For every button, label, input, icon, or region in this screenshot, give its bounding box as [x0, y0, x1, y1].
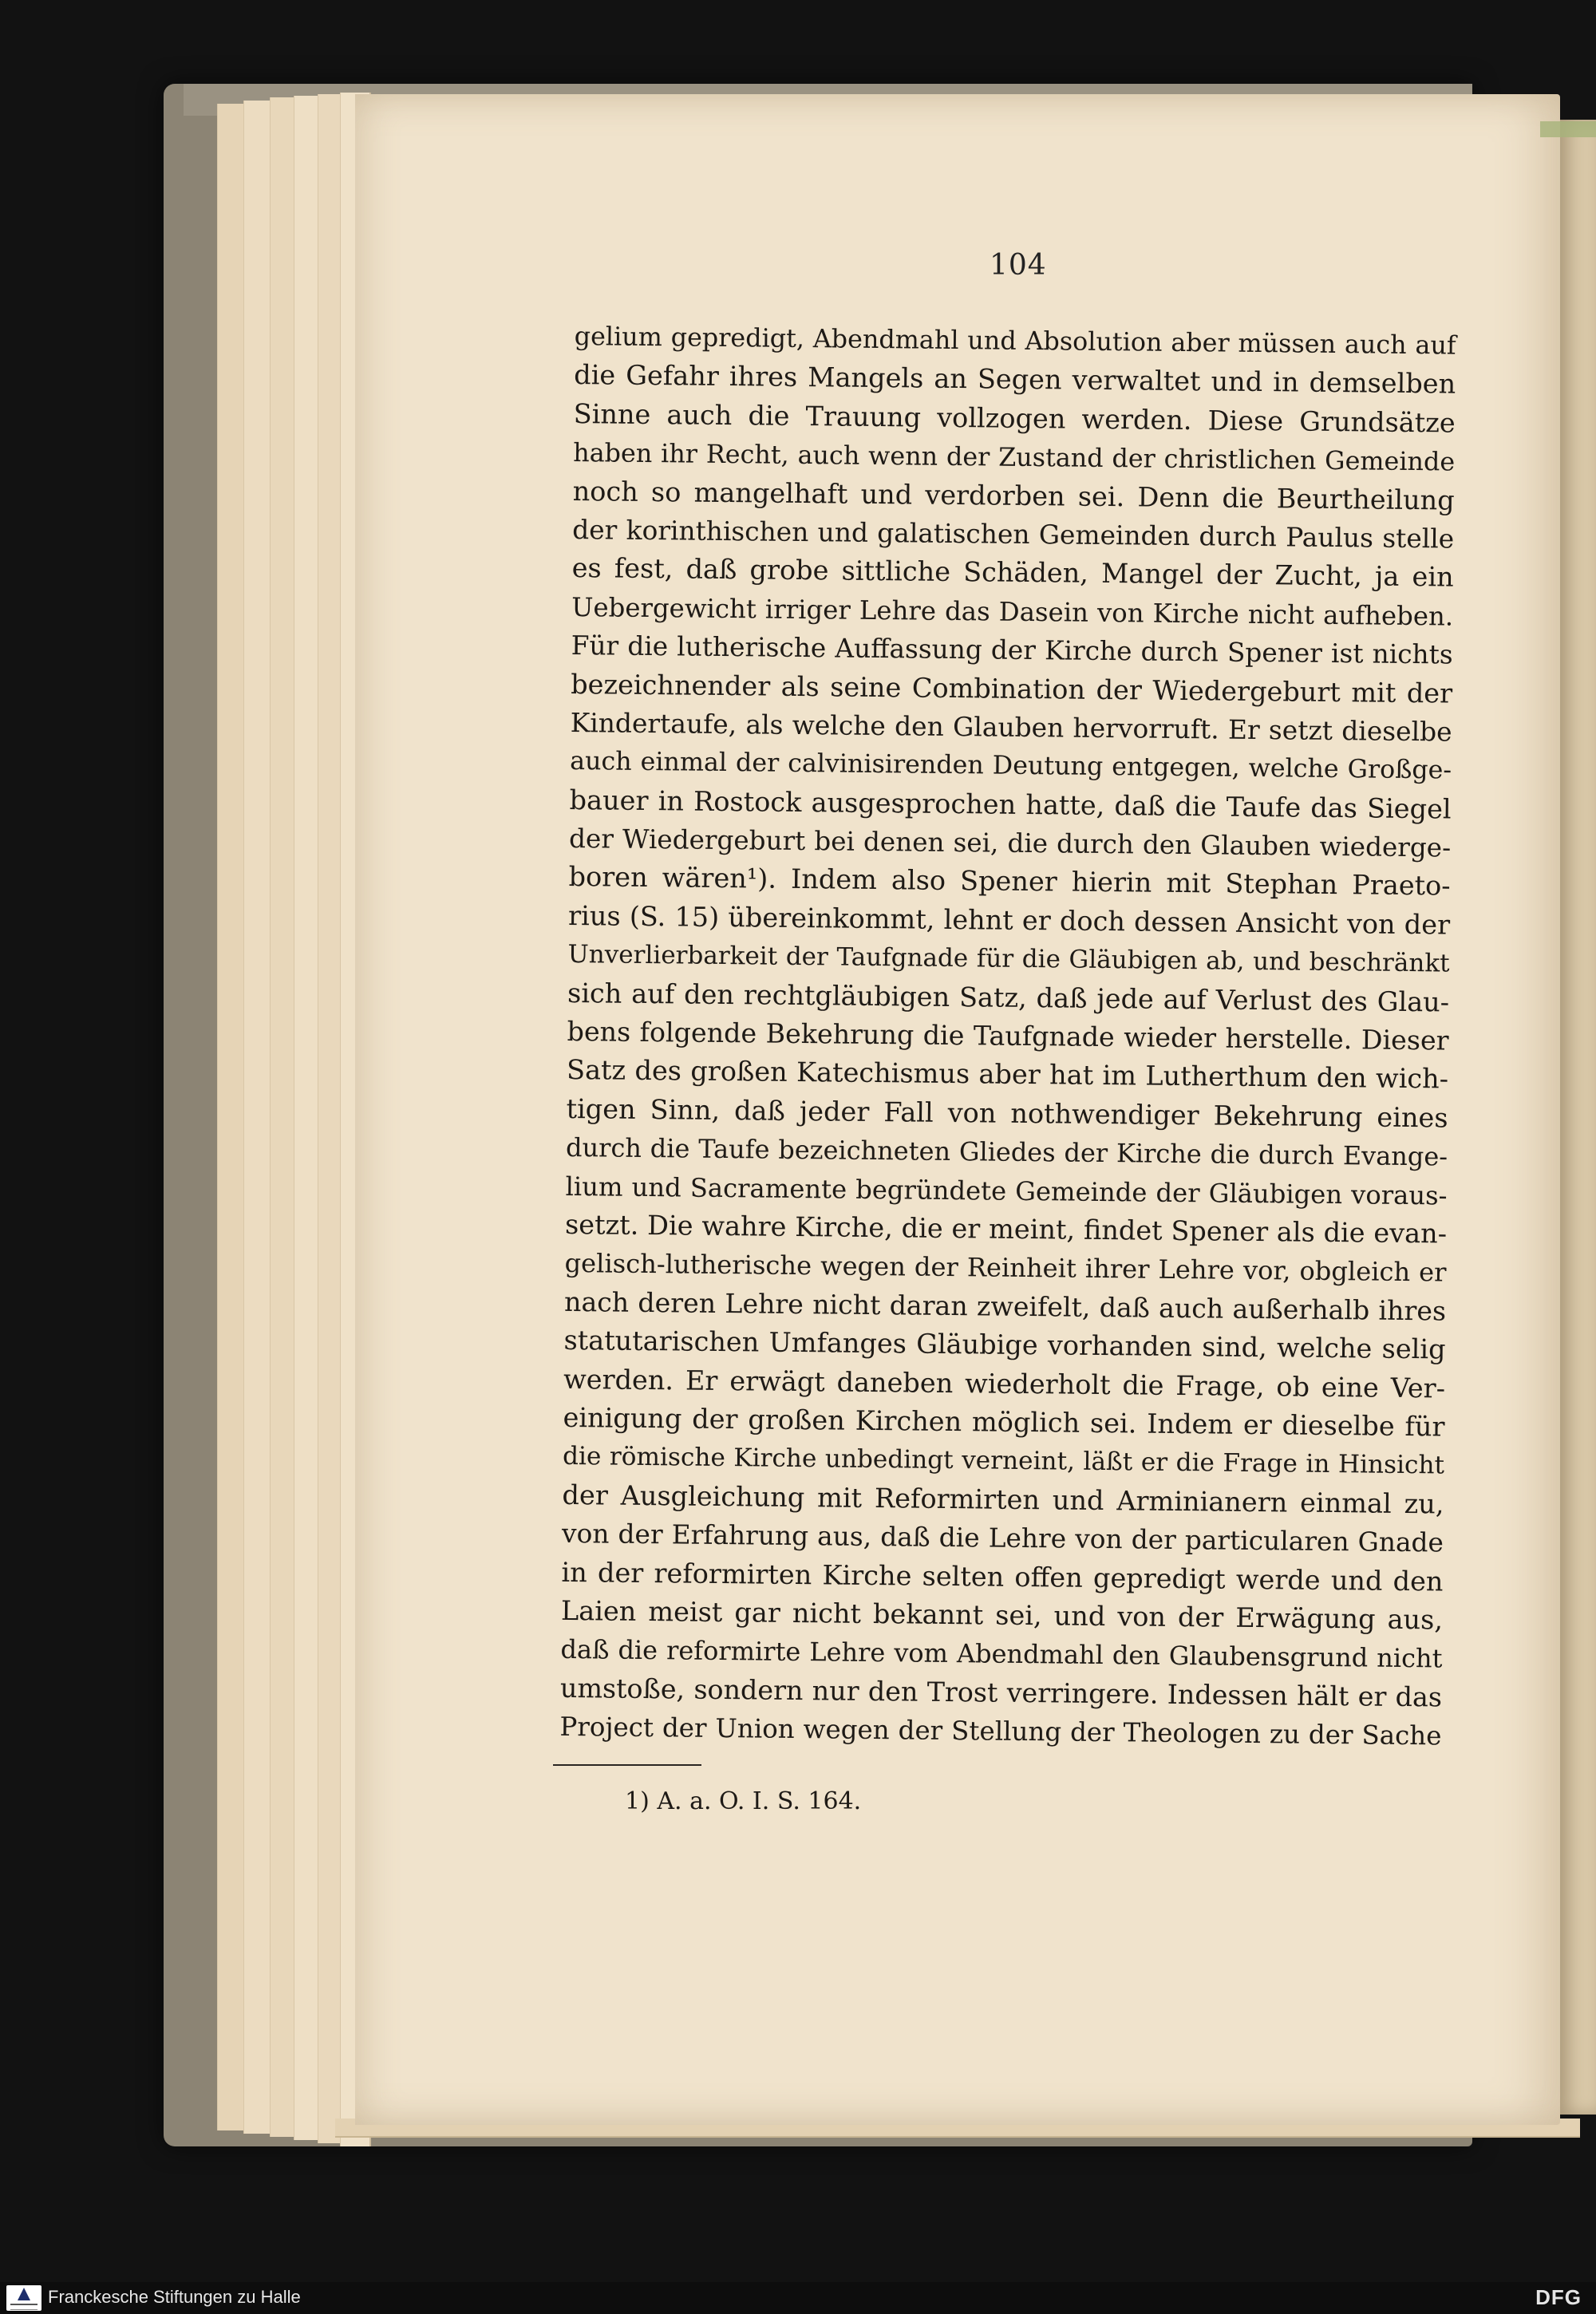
text-line: gelisch-lutherische wegen der Reinheit ihrer Lehre vor, obgleich er [564, 1248, 1447, 1288]
text-line: lium und Sacramente begründete Gemeinde der Gläubigen voraus- [565, 1171, 1448, 1211]
institution-credit: Franckesche Stiftungen zu Halle [48, 2287, 301, 2307]
text-line: daß die reformirte Lehre vom Abendmahl den Glaubensgrund nicht [560, 1634, 1443, 1674]
text-line: setzt. Die wahre Kirche, die er meint, findet Spener als die evan- [564, 1208, 1448, 1250]
text-line: gelium gepredigt, Abendmahl und Absolution aber müssen auch auf [574, 321, 1456, 361]
text-line: noch so mangelhaft und verdorben sei. Denn die Beurtheilung [572, 475, 1455, 516]
text-line: tigen Sinn, daß jeder Fall von nothwendiger Bekehrung eines [566, 1092, 1448, 1134]
text-line: bauer in Rostock ausgesprochen hatte, daß die Taufe das Siegel [569, 784, 1452, 825]
text-line: der Wiedergeburt bei denen sei, die durch den Glauben wiederge- [568, 823, 1452, 863]
text-line: bens folgende Bekehrung die Taufgnade wieder herstelle. Dieser [567, 1015, 1449, 1056]
text-line: Project der Union wegen der Stellung der Theologen zu der Sache [559, 1711, 1442, 1751]
text-line: auch einmal der calvinisirenden Deutung entgegen, welche Großge- [569, 747, 1452, 785]
text-line: boren wären¹). Indem also Spener hierin mit Stephan Praeto- [568, 861, 1451, 902]
text-line: in der reformirten Kirche selten offen gepredigt werde und den [561, 1556, 1444, 1597]
text-line: bezeichnender als seine Combination der Wiedergeburt mit der [570, 668, 1453, 709]
text-line: es fest, daß grobe sittliche Schäden, Mangel der Zucht, ja ein [571, 552, 1454, 593]
text-line: Kindertaufe, als welche den Glauben hervorruft. Er setzt dieselbe [570, 706, 1452, 748]
text-line: einigung der großen Kirchen möglich sei. Indem er dieselbe für [563, 1401, 1445, 1443]
body-text [559, 318, 1456, 1755]
binding-cloth [1540, 121, 1596, 137]
text-line: Unverlierbarkeit der Taufgnade für die Gläubigen ab, und beschränkt [567, 940, 1450, 978]
logo-lines [10, 2304, 38, 2310]
text-line: Laien meist gar nicht bekannt sei, und von der Erwägung aus, [560, 1594, 1444, 1636]
page-number: 104 [990, 249, 1047, 282]
text-line: die römische Kirche unbedingt verneint, läßt er die Frage in Hinsicht [562, 1442, 1445, 1480]
text-line: nach deren Lehre nicht daran zweifelt, daß auch außerhalb ihres [563, 1285, 1447, 1327]
text-line: sich auf den rechtgläubigen Satz, daß jede auf Verlust des Glau- [567, 977, 1450, 1018]
text-line: Satz des großen Katechismus aber hat im Lutherthum den wich- [566, 1054, 1449, 1095]
text-line: Für die lutherische Auffassung der Kirche durch Spener ist nichts [571, 630, 1453, 670]
text-line: werden. Er erwägt daneben wiederholt die Frage, ob eine Ver- [563, 1363, 1446, 1404]
text-line: die Gefahr ihres Mangels an Segen verwaltet und in demselben [574, 359, 1456, 400]
text-line: von der Erfahrung aus, daß die Lehre von der particularen Gnade [561, 1518, 1444, 1558]
text-line: statutarischen Umfanges Gläubige vorhanden sind, welche selig [563, 1325, 1446, 1365]
text-line: der Ausgleichung mit Reformirten und Arminianern einmal zu, [562, 1479, 1444, 1520]
dfg-logo: DFG [1535, 2285, 1582, 2309]
text-line: der korinthischen und galatischen Gemeinden durch Paulus stelle [572, 514, 1455, 555]
text-line: rius (S. 15) übereinkommt, lehnt er doch dessen Ansicht von der [567, 899, 1451, 941]
text-line: Sinne auch die Trauung vollzogen werden. Diese Grundsätze [573, 397, 1456, 439]
text-line: durch die Taufe bezeichneten Gliedes der Kirche die durch Evange- [565, 1132, 1448, 1172]
text-line: umstoße, sondern nur den Trost verringere. Indessen hält er das [559, 1672, 1443, 1713]
footnote: 1) A. a. O. I. S. 164. [625, 1787, 862, 1815]
footnote-rule [553, 1764, 701, 1766]
book-gutter [1560, 120, 1596, 2115]
text-line: Uebergewicht irriger Lehre das Dasein von Kirche nicht aufheben. [571, 591, 1454, 632]
text-line: haben ihr Recht, auch wenn der Zustand der christlichen Gemeinde [573, 437, 1456, 477]
